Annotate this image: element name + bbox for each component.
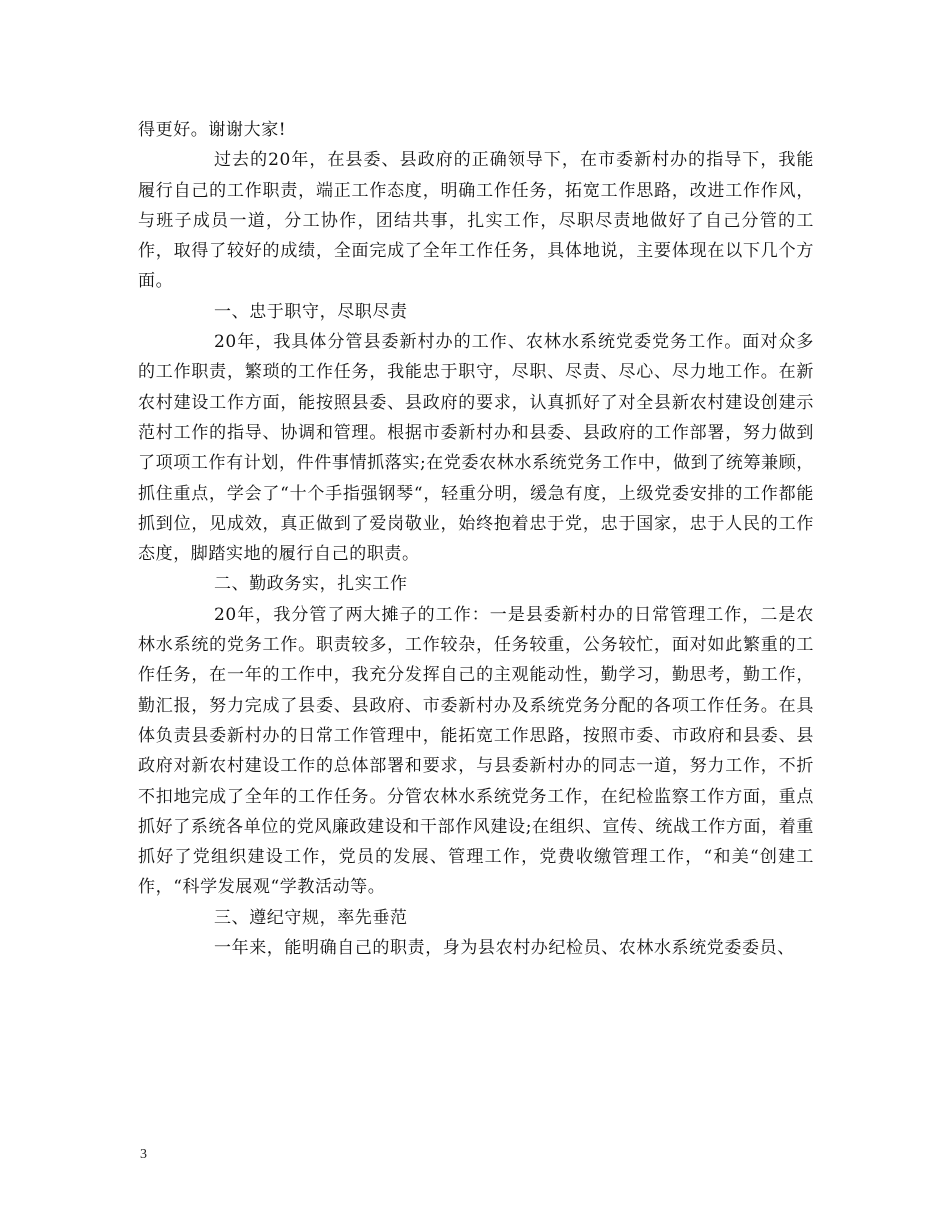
section-heading-2: 二、勤政务实，扎实工作 [214,574,408,595]
paragraph-section-2: 20年，我分管了两大摊子的工作：一是县委新村办的日常管理工作，二是农林水系统的党务工作。职责较多，工作较杂，任务较重，公务较忙，面对如此繁重的工作任务，在一年的工作中，我充分发挥自己的主观能动性，勤学习，勤思考，勤工作，勤汇报，努力完成了县委、县政府、市委新村办及系统党务分配的各项工作任务。在具体负责县委新村办的日常工作管理中，能拓宽工作思路，按照市委、市政府和县委、县政府对新农村建设工作的总体部署和要求，与县委新村办的同志一道，努力工作，不折不扣地完成了全年的工作任务。分管农林水系统党务工作，在纪检监察工作方面，重点抓好了系统各单位的党风廉政建设和干部作风建设;在组织、宣传、统战工作方面，着重抓好了党组织建设工作，党员的发展、管理工作，党费收缴管理工作，“和美“创建工作，“科学发展观“学教活动等。 [138,604,814,898]
paragraph-closing: 得更好。谢谢大家! [138,120,287,140]
page-number: 3 [140,1147,147,1162]
section-heading-1: 一、忠于职守，尽职尽责 [214,301,408,322]
paragraph-section-3: 一年来，能明确自己的职责，身为县农村办纪检员、农林水系统党委委员、 [214,938,795,959]
section-heading-3: 三、遵纪守规，率先垂范 [214,907,408,928]
paragraph-intro: 过去的20年，在县委、县政府的正确领导下，在市委新村办的指导下，我能履行自己的工作职责，端正工作态度，明确工作任务，拓宽工作思路，改进工作作风，与班子成员一道，分工协作，团结共事，扎实工作，尽职尽责地做好了自己分管的工作，取得了较好的成绩，全面完成了全年工作任务，具体地说，主要体现在以下几个方面。 [138,150,814,292]
paragraph-section-1: 20年，我具体分管县委新村办的工作、农林水系统党委党务工作。面对众多的工作职责，繁琐的工作任务，我能忠于职守，尽职、尽责、尽心、尽力地工作。在新农村建设工作方面，能按照县委、县政府的要求，认真抓好了对全县新农村建设创建示范村工作的指导、协调和管理。根据市委新村办和县委、县政府的工作部署，努力做到了项项工作有计划，件件事情抓落实;在党委农林水系统党务工作中，做到了统筹兼顾，抓住重点，学会了“十个手指强钢琴“，轻重分明，缓急有度，上级党委安排的工作都能抓到位，见成效，真正做到了爱岗敬业，始终抱着忠于党，忠于国家，忠于人民的工作态度，脚踏实地的履行自己的职责。 [138,332,814,565]
document-body [138,115,814,963]
